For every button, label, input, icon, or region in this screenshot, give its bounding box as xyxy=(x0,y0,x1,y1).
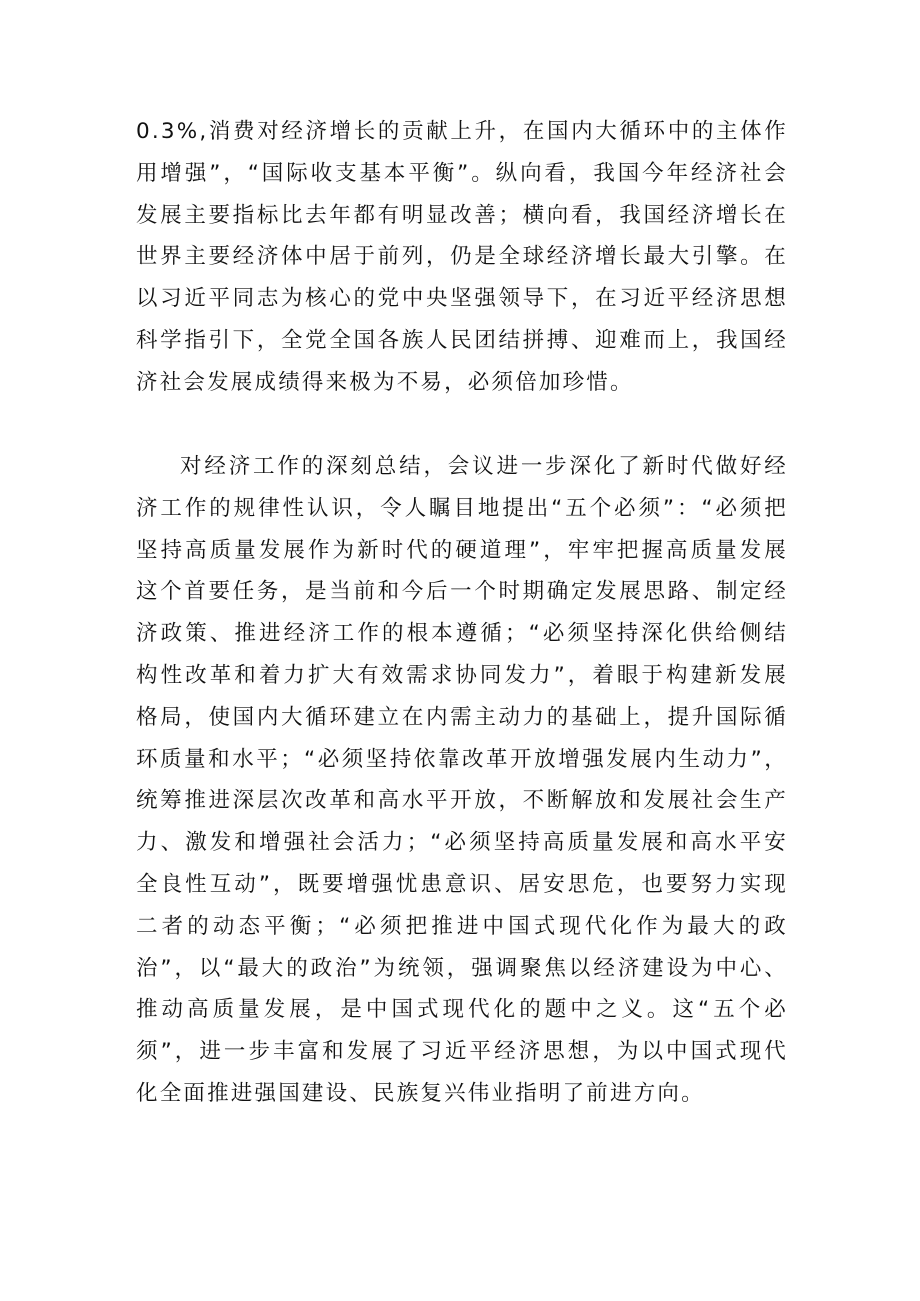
body-paragraph-2: 对经济工作的深刻总结，会议进一步深化了新时代做好经济工作的规律性认识，令人瞩目地提出“五个必须”：“必须把坚持高质量发展作为新时代的硬道理”，牢牢把握高质量发展这个首要任务，是当前和今后一个时期确定发展思路、制定经济政策、推进经济工作的根本遵循；“必须坚持深化供给侧结构性改革和着力扩大有效需求协同发力”，着眼于构建新发展格局，使国内大循环建立在内需主动力的基础上，提升国际循环质量和水平；“必须坚持依靠改革开放增强发展内生动力”，统筹推进深层次改革和高水平开放，不断解放和发展社会生产力、激发和增强社会活力；“必须坚持高质量发展和高水平安全良性互动”，既要增强忧患意识、居安思危，也要努力实现二者的动态平衡；“必须把推进中国式现代化作为最大的政治”，以“最大的政治”为统领，强调聚焦以经济建设为中心、推动高质量发展，是中国式现代化的题中之义。这“五个必须”，进一步丰富和发展了习近平经济思想，为以中国式现代化全面推进强国建设、民族复兴伟业指明了前进方向。 xyxy=(136,454,788,1106)
body-paragraph-1: 0.3%,消费对经济增长的贡献上升，在国内大循环中的主体作用增强”，“国际收支基本平衡”。纵向看，我国今年经济社会发展主要指标比去年都有明显改善；横向看，我国经济增长在世界主要经济体中居于前列，仍是全球经济增长最大引擎。在以习近平同志为核心的党中央坚强领导下，在习近平经济思想科学指引下，全党全国各族人民团结拼搏、迎难而上，我国经济社会发展成绩得来极为不易，必须倍加珍惜。 xyxy=(136,119,788,395)
